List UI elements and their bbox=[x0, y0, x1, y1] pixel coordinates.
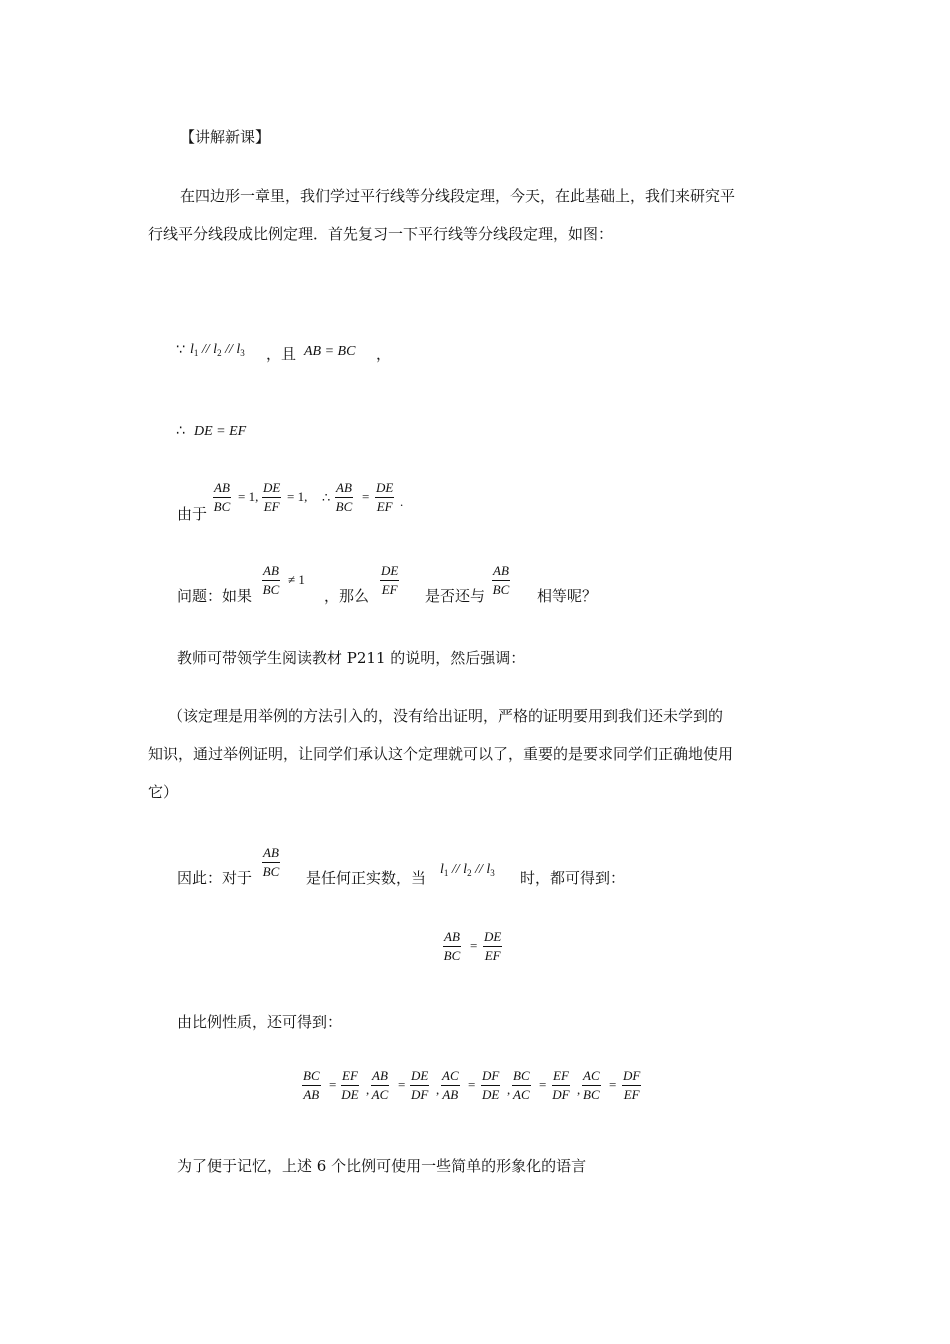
youyu-text: 由于 bbox=[177, 505, 208, 523]
sep-4: , bbox=[577, 1082, 581, 1097]
hence-prefix: 因此：对于 bbox=[177, 869, 253, 887]
ab-equals-bc: AB = BC bbox=[304, 344, 356, 359]
parallel-lines-expression-2: $l_1 // l_2 // l_3$ bbox=[440, 862, 495, 878]
because-symbol: ∵ bbox=[176, 342, 185, 358]
equals-one-1: = 1, bbox=[238, 489, 259, 504]
fraction-ac-bc: $\frac{AC}{BC}$ bbox=[583, 1068, 600, 1102]
question-prefix: 问题：如果 bbox=[177, 587, 253, 605]
eq-1: = bbox=[329, 1077, 337, 1092]
sep-1: , bbox=[366, 1082, 370, 1097]
fraction-ab-bc-main: $\frac{AB}{BC}$ bbox=[443, 929, 461, 963]
question-end: 相等呢？ bbox=[537, 587, 598, 605]
comma-and-text: ，且 bbox=[266, 345, 297, 363]
proportion-property-text: 由比例性质，还可得到： bbox=[177, 1013, 343, 1031]
fraction-de-ef-main: $\frac{DE}{EF}$ bbox=[484, 929, 502, 963]
eq-5: = bbox=[609, 1077, 617, 1092]
fraction-de-ef: $\frac{DE}{EF}$ bbox=[263, 480, 281, 514]
parallel-lines-expression: $l_1 // l_2 // l_3$ bbox=[190, 342, 245, 358]
not-equal-one: ≠ 1 bbox=[288, 572, 305, 587]
hence-mid: 是任何正实数，当 bbox=[306, 869, 427, 887]
period-dot: . bbox=[400, 494, 404, 509]
note-line-1: （该定理是用举例的方法引入的，没有给出证明，严格的证明要用到我们还未学到的 bbox=[168, 707, 724, 725]
fraction-ab-bc-h: $\frac{AB}{BC}$ bbox=[262, 845, 280, 879]
section-heading: 【讲解新课】 bbox=[180, 128, 271, 146]
fraction-ef-df: $\frac{EF}{DF}$ bbox=[552, 1068, 570, 1102]
sep-2: , bbox=[436, 1082, 440, 1097]
therefore-small-symbol: ∴ bbox=[322, 490, 331, 505]
teacher-instruction: 教师可带领学生阅读教材 P211 的说明，然后强调： bbox=[177, 649, 526, 667]
comma-text: ， bbox=[376, 345, 392, 363]
fraction-ab-bc-q2: $\frac{AB}{BC}$ bbox=[492, 563, 510, 597]
fraction-de-df: $\frac{DE}{DF}$ bbox=[411, 1068, 429, 1102]
eq-3: = bbox=[468, 1077, 476, 1092]
eq-2: = bbox=[398, 1077, 406, 1092]
equals-one-2: = 1, bbox=[287, 489, 308, 504]
fraction-df-de: $\frac{DF}{DE}$ bbox=[482, 1068, 500, 1102]
fraction-df-ef: $\frac{DF}{EF}$ bbox=[623, 1068, 641, 1102]
memory-aid-text: 为了便于记忆，上述 6 个比例可使用一些简单的形象化的语言 bbox=[177, 1157, 587, 1175]
therefore-symbol: ∴ bbox=[176, 423, 185, 439]
fraction-ac-ab: $\frac{AC}{AB}$ bbox=[442, 1068, 459, 1102]
fraction-ab-bc-2: $\frac{AB}{BC}$ bbox=[335, 480, 353, 514]
fraction-ab-bc-q: $\frac{AB}{BC}$ bbox=[262, 563, 280, 597]
note-line-2: 知识，通过举例证明，让同学们承认这个定理就可以了，重要的是要求同学们正确地使用 bbox=[148, 745, 734, 763]
fraction-ab-ac: $\frac{AB}{AC}$ bbox=[371, 1068, 389, 1102]
intro-line-1: 在四边形一章里，我们学过平行线等分线段定理，今天，在此基础上，我们来研究平 bbox=[180, 187, 736, 205]
de-equals-ef: DE = EF bbox=[194, 424, 247, 439]
fraction-bc-ac: $\frac{BC}{AC}$ bbox=[513, 1068, 530, 1102]
equals-sign: = bbox=[362, 489, 370, 504]
fraction-ef-de: $\frac{EF}{DE}$ bbox=[341, 1068, 359, 1102]
equals-sign-main: = bbox=[470, 938, 478, 953]
intro-line-2: 行线平分线段成比例定理．首先复习一下平行线等分线段定理，如图： bbox=[148, 225, 614, 243]
question-mid2: 是否还与 bbox=[425, 587, 486, 605]
fraction-de-ef-q: $\frac{DE}{EF}$ bbox=[381, 563, 399, 597]
fraction-ab-bc: $\frac{AB}{BC}$ bbox=[213, 480, 231, 514]
fraction-de-ef-2: $\frac{DE}{EF}$ bbox=[376, 480, 394, 514]
question-mid: ，那么 bbox=[324, 587, 370, 605]
hence-end: 时，都可得到： bbox=[520, 869, 626, 887]
note-line-3: 它） bbox=[148, 783, 179, 801]
eq-4: = bbox=[539, 1077, 547, 1092]
fraction-bc-ab: $\frac{BC}{AB}$ bbox=[303, 1068, 320, 1102]
sep-3: , bbox=[507, 1082, 511, 1097]
